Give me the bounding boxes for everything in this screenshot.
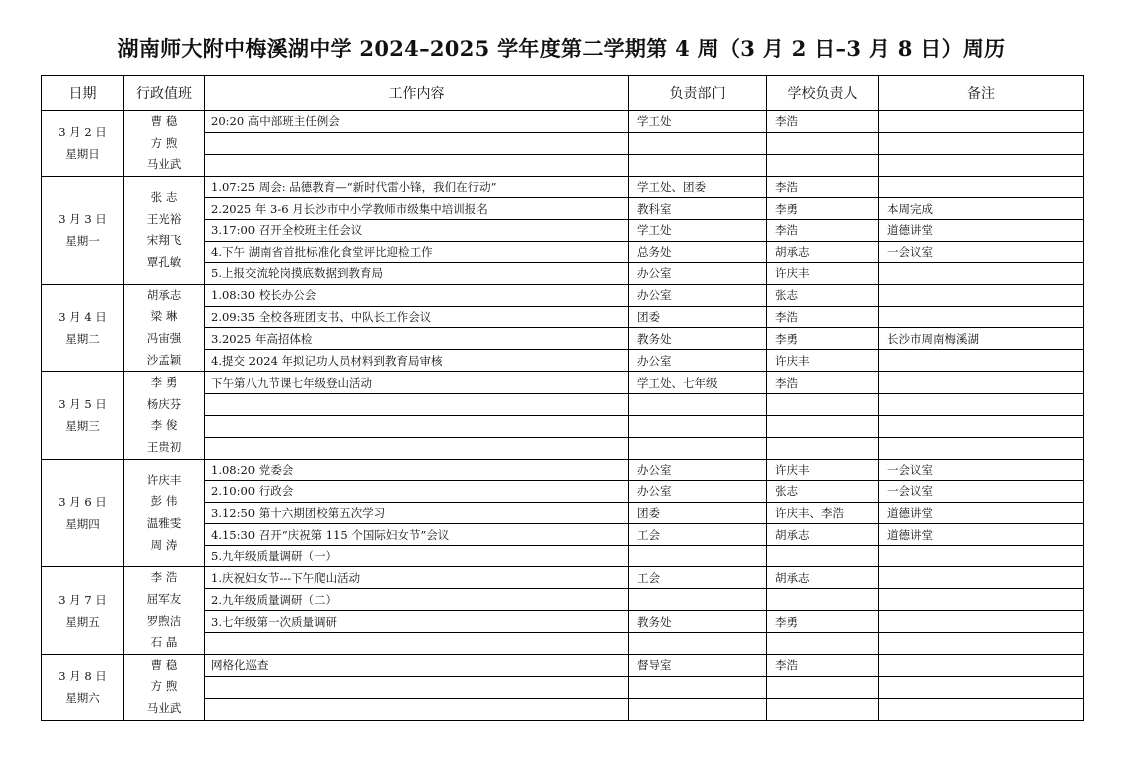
table-row [42,654,1084,676]
duty-name: 杨庆芬 [146,396,182,411]
work-content-cell [205,437,629,459]
work-content-cell: 网格化巡查 [205,654,629,676]
responsible-cell: 李浩 [767,176,879,198]
department-cell: 学工处 [629,219,767,241]
header-date: 日期 [42,76,124,111]
notes-cell [879,611,1084,633]
responsible-cell: 李勇 [767,611,879,633]
table-row [42,176,1084,198]
duty-cell [124,459,205,567]
notes-cell [879,633,1084,655]
department-cell [629,415,767,437]
department-cell [629,132,767,154]
department-cell [629,676,767,698]
work-content-cell: 5.上报交流轮岗摸底数据到教育局 [205,263,629,285]
work-content-cell: 20:20 高中部班主任例会 [205,111,629,133]
duty-name: 李 浩 [150,570,178,585]
department-cell: 办公室 [629,284,767,306]
weekday-text: 星期一 [65,234,100,249]
responsible-cell: 张志 [767,284,879,306]
responsible-cell: 李勇 [767,198,879,220]
notes-cell [879,676,1084,698]
work-content-cell: 3.17:00 召开全校班主任会议 [205,219,629,241]
department-cell [629,437,767,459]
responsible-cell [767,415,879,437]
weekday-text: 星期三 [65,419,100,434]
responsible-cell: 李浩 [767,372,879,394]
notes-cell [879,350,1084,372]
duty-cell [124,111,205,177]
duty-name: 曹 稳 [150,657,178,672]
duty-name: 梁 琳 [150,309,178,324]
schedule-body [42,111,1084,721]
department-cell: 学工处、七年级 [629,372,767,394]
duty-name: 宋翔飞 [146,233,182,248]
work-content-cell [205,393,629,415]
notes-cell [879,263,1084,285]
department-cell: 教务处 [629,611,767,633]
responsible-cell: 李浩 [767,654,879,676]
work-content-cell: 1.08:20 党委会 [205,459,629,481]
department-cell: 学工处、团委 [629,176,767,198]
duty-name: 覃孔敏 [146,254,182,269]
duty-name: 彭 伟 [150,494,178,509]
work-content-cell: 2.09:35 全校各班团支书、中队长工作会议 [205,306,629,328]
notes-cell [879,176,1084,198]
duty-name: 张 志 [150,190,178,205]
date-text: 3 月 3 日 [58,212,107,227]
date-text: 3 月 8 日 [58,669,107,684]
department-cell [629,545,767,567]
duty-name: 王贵初 [146,439,182,454]
work-content-cell: 3.2025 年高招体检 [205,328,629,350]
work-content-cell: 2.2025 年 3-6 月长沙市中小学教师市级集中培训报名 [205,198,629,220]
duty-name: 马业武 [146,157,182,172]
department-cell: 督导室 [629,654,767,676]
header-duty: 行政值班 [124,76,205,111]
work-content-cell [205,633,629,655]
work-content-cell: 下午第八九节课七年级登山活动 [205,372,629,394]
duty-name: 石 晶 [150,635,178,650]
department-cell: 团委 [629,306,767,328]
responsible-cell [767,633,879,655]
notes-cell [879,372,1084,394]
weekday-text: 星期五 [65,614,100,629]
duty-cell [124,176,205,284]
table-row [42,372,1084,394]
duty-cell [124,372,205,459]
table-header-row [42,76,1084,111]
department-cell: 教科室 [629,198,767,220]
date-cell [42,459,124,567]
work-content-cell: 2.九年级质量调研（二） [205,589,629,611]
header-department: 负责部门 [629,76,767,111]
notes-cell: 道德讲堂 [879,502,1084,524]
responsible-cell: 李浩 [767,111,879,133]
table-row [42,284,1084,306]
notes-cell: 一会议室 [879,481,1084,503]
date-text: 3 月 6 日 [58,494,107,509]
responsible-cell: 胡承志 [767,567,879,589]
notes-cell [879,567,1084,589]
duty-name: 温雅雯 [146,515,182,530]
duty-name: 周 涛 [150,537,178,552]
work-content-cell: 4.15:30 召开“庆祝第 115 个国际妇女节”会议 [205,524,629,546]
work-content-cell: 4.提交 2024 年拟记功人员材料到教育局审核 [205,350,629,372]
duty-cell [124,567,205,654]
work-content-cell: 4.下午 湖南省首批标准化食堂评比迎检工作 [205,241,629,263]
department-cell [629,633,767,655]
date-cell [42,567,124,654]
duty-name: 曹 稳 [150,114,178,128]
responsible-cell [767,393,879,415]
responsible-cell: 李勇 [767,328,879,350]
responsible-cell [767,676,879,698]
date-cell [42,111,124,177]
notes-cell [879,698,1084,720]
work-content-cell [205,698,629,720]
date-cell [42,654,124,720]
department-cell: 办公室 [629,459,767,481]
department-cell: 学工处 [629,111,767,133]
responsible-cell [767,698,879,720]
header-notes: 备注 [879,76,1084,111]
work-content-cell [205,676,629,698]
responsible-cell [767,154,879,176]
date-text: 3 月 5 日 [58,397,107,412]
duty-cell [124,654,205,720]
table-row [42,567,1084,589]
department-cell [629,589,767,611]
duty-name: 王光裕 [146,211,182,226]
work-content-cell: 3.12:50 第十六期团校第五次学习 [205,502,629,524]
responsible-cell: 胡承志 [767,524,879,546]
work-content-cell: 1.07:25 周会: 品德教育—“新时代雷小锋，我们在行动” [205,176,629,198]
department-cell: 办公室 [629,481,767,503]
notes-cell: 道德讲堂 [879,524,1084,546]
responsible-cell: 李浩 [767,219,879,241]
department-cell: 工会 [629,524,767,546]
duty-name: 李 勇 [150,375,178,390]
duty-name: 李 俊 [150,418,178,433]
notes-cell [879,111,1084,133]
responsible-cell [767,132,879,154]
department-cell [629,698,767,720]
duty-name: 冯宙强 [146,330,182,345]
work-content-cell [205,415,629,437]
notes-cell [879,132,1084,154]
notes-cell [879,545,1084,567]
department-cell [629,393,767,415]
page-title: 湖南师大附中梅溪湖中学 2024–2025 学年度第二学期第 4 周（3 月 2 日–3 月 8 日）周历 [117,36,1006,61]
table-row [42,459,1084,481]
notes-cell: 一会议室 [879,241,1084,263]
notes-cell: 道德讲堂 [879,219,1084,241]
work-content-cell: 3.七年级第一次质量调研 [205,611,629,633]
department-cell: 办公室 [629,350,767,372]
weekly-schedule-table [41,75,1084,721]
date-cell [42,372,124,459]
work-content-cell: 1.08:30 校长办公会 [205,284,629,306]
department-cell: 团委 [629,502,767,524]
duty-name: 方 煦 [150,135,178,150]
responsible-cell [767,589,879,611]
header-responsible: 学校负责人 [767,76,879,111]
notes-cell: 长沙市周南梅溪湖 [879,328,1084,350]
header-work: 工作内容 [205,76,629,111]
duty-name: 许庆丰 [146,472,182,487]
work-content-cell: 5.九年级质量调研（一） [205,545,629,567]
notes-cell [879,437,1084,459]
notes-cell [879,589,1084,611]
department-cell [629,154,767,176]
duty-name: 方 煦 [150,679,178,694]
responsible-cell: 许庆丰 [767,263,879,285]
responsible-cell: 许庆丰 [767,459,879,481]
notes-cell [879,393,1084,415]
work-content-cell: 1.庆祝妇女节---下午爬山活动 [205,567,629,589]
duty-name: 胡承志 [146,287,182,302]
responsible-cell: 许庆丰 [767,350,879,372]
department-cell: 工会 [629,567,767,589]
table-row [42,111,1084,133]
notes-cell [879,415,1084,437]
notes-cell [879,654,1084,676]
date-text: 3 月 2 日 [58,125,107,140]
responsible-cell [767,437,879,459]
department-cell: 教务处 [629,328,767,350]
date-text: 3 月 7 日 [58,592,107,607]
department-cell: 办公室 [629,263,767,285]
duty-cell [124,284,205,371]
notes-cell: 本周完成 [879,198,1084,220]
date-cell [42,284,124,371]
department-cell: 总务处 [629,241,767,263]
work-content-cell [205,132,629,154]
notes-cell: 一会议室 [879,459,1084,481]
notes-cell [879,306,1084,328]
work-content-cell: 2.10:00 行政会 [205,481,629,503]
duty-name: 屈军友 [146,592,182,607]
responsible-cell: 李浩 [767,306,879,328]
notes-cell [879,284,1084,306]
weekday-text: 星期日 [65,147,100,162]
responsible-cell [767,545,879,567]
duty-name: 马业武 [146,701,182,716]
duty-name: 沙孟颖 [146,352,182,367]
weekday-text: 星期二 [65,331,100,346]
duty-name: 罗煦洁 [146,613,182,628]
notes-cell [879,154,1084,176]
responsible-cell: 许庆丰、李浩 [767,502,879,524]
responsible-cell: 张志 [767,481,879,503]
work-content-cell [205,154,629,176]
date-text: 3 月 4 日 [58,309,107,324]
weekday-text: 星期六 [65,691,100,706]
weekday-text: 星期四 [65,516,100,531]
responsible-cell: 胡承志 [767,241,879,263]
date-cell [42,176,124,284]
